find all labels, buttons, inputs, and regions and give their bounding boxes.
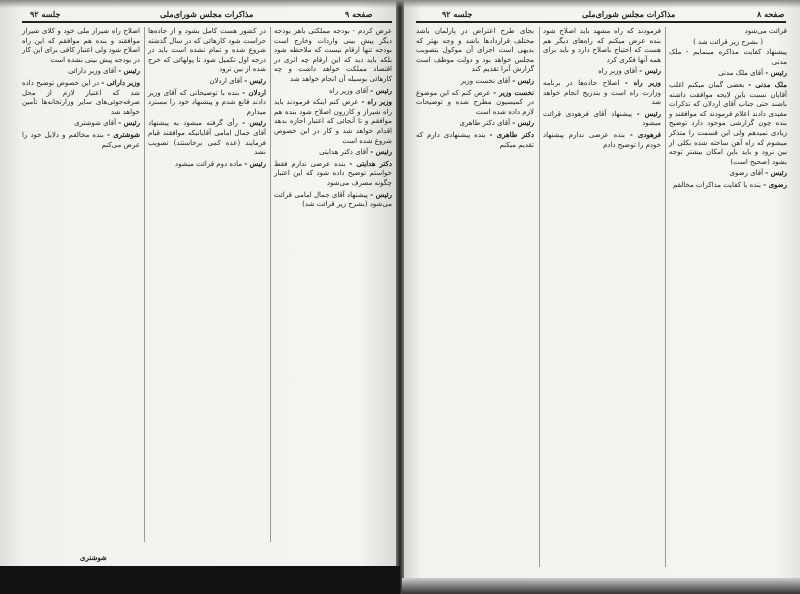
paragraph-text: بنده عرضی ندارم پیشنهاد خودم را توضیح دادم (543, 130, 661, 149)
scan-edge (402, 578, 800, 594)
speaker-name: وزیر راه - (361, 97, 392, 107)
page-number: صفحه ۹ (345, 9, 373, 19)
paragraph-text: بنده مخالفم و دلایل خود را عرض می‌کنم (22, 130, 140, 149)
paragraph-text: آقای وزیر راه (598, 67, 638, 76)
paragraph-text: رأی گرفته میشود به پیشنهاد آقای جمال امامی آقایانیکه موافقند قیام فرمایند (عده کمی برخاستند) تصویب نشد (148, 119, 266, 157)
speaker-name: رئیس - (118, 118, 140, 128)
paragraph (416, 76, 534, 87)
speaker-name: رئیس - (244, 158, 266, 168)
paragraph (416, 118, 534, 129)
paragraph (543, 109, 661, 129)
column-divider (665, 27, 666, 567)
speaker-name: رئیس - (512, 118, 534, 128)
paragraph-text: فرمودند که راه مشهد باید اصلاح شود بنده عرض میکنم که راه‌های دیگر هم هست که احتیاج باصلاح دارد و باید برای همه آنها فکری کرد (543, 27, 661, 64)
paragraph (543, 78, 661, 108)
paragraph (669, 80, 787, 167)
paragraph-text: آقای وزیر دارائی (67, 67, 117, 76)
paragraph (22, 118, 140, 129)
header-rule (22, 21, 392, 23)
paragraph (22, 130, 140, 150)
paragraph (148, 159, 266, 170)
paragraph-text: عرض کنم که این موضوع در کمیسیون مطرح شده و توضیحات لازم داده شده است (416, 88, 534, 116)
paragraph-text: اصلاح جاده‌ها در برنامه وزارت راه است و بتدریج انجام خواهد شد (543, 78, 661, 107)
left-page (0, 0, 398, 594)
header-rule (416, 21, 786, 23)
speaker-name: رئیس - (118, 66, 140, 76)
paragraph (148, 88, 266, 118)
paragraph (148, 76, 266, 87)
text-column (543, 27, 661, 151)
paragraph-text: ( بشرح زیر قرائت شد ) (693, 37, 763, 46)
text-column (148, 27, 266, 170)
column-divider (539, 27, 540, 567)
speaker-name: رئیس - (765, 68, 787, 78)
right-page (402, 0, 800, 594)
paragraph-text: بنده پیشنهادی دارم که تقدیم میکنم (416, 130, 534, 149)
paragraph-text: بنده با کفایت مذاکرات مخالفم (672, 180, 761, 189)
session-number: جلسه ۹۲ (442, 9, 473, 19)
paragraph (274, 159, 392, 189)
paragraph-text: بنده با توضیحاتی که آقای وزیر دادند قانع شدم و پیشنهاد خود را مسترد میدارم (148, 88, 266, 116)
paragraph (148, 27, 266, 75)
paragraph-text: بجای طرح اعتراض در پارلمان باشد مختلف قراردادها باشد و وجه بهتر که بدیهی است اجرای آن موکول بتصویب مجلس خواهد بود و دولت موظف است گزارش آنرا تقدیم کند (416, 27, 534, 74)
scan-shadow (0, 0, 800, 8)
paragraph-text: پیشنهاد کفایت مذاکره مینمایم - ملک مدنی (669, 48, 787, 66)
speaker-name: شوشتری - (106, 129, 140, 139)
paragraph-text: آقای نخست وزیر (460, 76, 511, 85)
speaker-name: رئیس - (370, 85, 392, 95)
paragraph-text: پیشنهاد آقای فرهودی قرائت میشود (543, 109, 661, 128)
speaker-name: فرهودی - (629, 129, 661, 139)
speaker-name: رئیس - (636, 108, 662, 118)
paragraph (274, 190, 392, 210)
signature: شوشتری (80, 553, 107, 562)
speaker-name: دکتر طاهری - (489, 129, 534, 139)
speaker-name: رئیس - (765, 168, 787, 178)
paragraph-text: پیشنهاد آقای جمال امامی قرائت می‌شود (بشرح زیر قرائت شد) (274, 190, 392, 209)
paragraph (669, 27, 787, 37)
paragraph (274, 97, 392, 146)
paragraph (22, 78, 140, 117)
paragraph (669, 48, 787, 67)
speaker-name: رئیس - (370, 147, 392, 157)
paragraph (543, 27, 661, 65)
paragraph-text: در کشور هست کامل بشود و از جاده‌ها حراست شود کارهائی که در سال گذشته شروع شده و تمام نشده است باید در درجه اول تکمیل شود تا پولهائی که خرج شده از بین نرود (148, 27, 266, 74)
paragraph-text: در این خصوص توضیح داده شد که اعتبار لازم از محل صرفه‌جوئی‌های سایر وزارتخانه‌ها تأمین خواهد شد (22, 78, 140, 116)
paragraph (22, 66, 140, 77)
column-divider (270, 27, 271, 542)
paragraph (274, 147, 392, 158)
column-divider (144, 27, 145, 542)
scan-edge (0, 566, 400, 594)
paragraph-text: آقای ملک مدنی (718, 69, 764, 78)
paragraph-text: آقای وزیر راه (329, 86, 369, 95)
paragraph-text: آقای دکتر طاهری (459, 119, 511, 128)
session-number: جلسه ۹۲ (30, 9, 61, 19)
speaker-name: اردلان - (242, 87, 266, 97)
paragraph-text: آقای شوشتری (74, 119, 117, 128)
paragraph-text: بعضی گمان میکنم اغلب آقایان نسبت باین لایحه موافقت داشته باشند حتی جناب آقای اردلان که تذکرات مفیدی دادند اعلام فرمودند که موافقند و بنده چون گزارشی موجود دارد توضیح زیادی نمیدهم ولی این قسمت را متذکر میشوم که راه آهن ساخته شده بکلی از بین نرود و باید باین امکان بیشتر توجه بشود (صحیح است) (669, 80, 787, 166)
paragraph-text: آقای اردلان (209, 76, 243, 85)
text-column (22, 27, 140, 151)
speaker-name: رئیس - (370, 189, 392, 199)
speaker-name: وزیر راه - (624, 77, 661, 87)
paragraph-text: بنده عرضی ندارم فقط خواستم توضیح داده شود که این اعتبار چگونه مصرف می‌شود (274, 159, 392, 187)
book-spine (396, 0, 404, 594)
text-column (669, 27, 787, 192)
text-column (274, 27, 392, 211)
page-header-title: مذاکرات مجلس شورای‌ملی (160, 9, 254, 19)
paragraph-text: اصلاح راه شیراز ملی خود و کلای شیراز موافقند و بنده هم موافقم که این راه اصلاح شود ولی اعتبار کافی برای این کار در بودجه پیش بینی نشده است (22, 27, 140, 64)
paragraph (543, 66, 661, 77)
speaker-name: رئیس - (242, 118, 266, 128)
speaker-name: رئیس - (639, 66, 661, 76)
text-column (416, 27, 534, 151)
paragraph-text: قرائت می‌شود (744, 27, 787, 35)
paragraph-text: آقای دکتر هدایتی (319, 148, 369, 157)
paragraph (416, 88, 534, 118)
paragraph (416, 27, 534, 75)
paragraph-text: آقای رضوی (729, 169, 764, 178)
paragraph (274, 27, 392, 85)
paragraph (148, 118, 266, 157)
paragraph (669, 38, 787, 48)
paragraph (669, 180, 787, 191)
speaker-name: رئیس - (244, 75, 266, 85)
paragraph (543, 130, 661, 150)
speaker-name: ملک مدنی - (748, 79, 788, 89)
speaker-name: دکتر هدایتی - (349, 158, 392, 168)
page-header-title: مذاکرات مجلس شورای‌ملی (582, 9, 676, 19)
paragraph-text: ماده دوم قرائت میشود (175, 159, 243, 168)
speaker-name: نخست وزیر - (493, 87, 534, 97)
speaker-name: رئیس - (512, 75, 534, 85)
paragraph (274, 86, 392, 97)
paragraph (416, 130, 534, 150)
speaker-name: وزیر دارائی - (101, 77, 140, 87)
page-number: صفحه ۸ (757, 9, 785, 19)
paragraph-text: عرض کنم اینکه فرمودند باید راه شیراز و کازرون اصلاح شود بنده هم موافقم و تا آنجائی که اعتبار اجازه بدهد اقدام خواهد شد و کار در این خصوص شروع شده است (274, 98, 392, 145)
paragraph (669, 168, 787, 179)
speaker-name: رضوی - (763, 179, 787, 189)
paragraph (22, 27, 140, 65)
paragraph (669, 68, 787, 79)
paragraph-text: عرض کردم - بودجه مملکتی باهر بودجه دیگر پیش بینی واردات وخارج است بودجه تنها ارقام نیست که ملاحظه شود بلکه باید دید که این ارقام چه اثری در اقتصاد مملکت خواهد داشت و چه کارهائی بوسیله آن انجام خواهد شد (274, 27, 392, 83)
